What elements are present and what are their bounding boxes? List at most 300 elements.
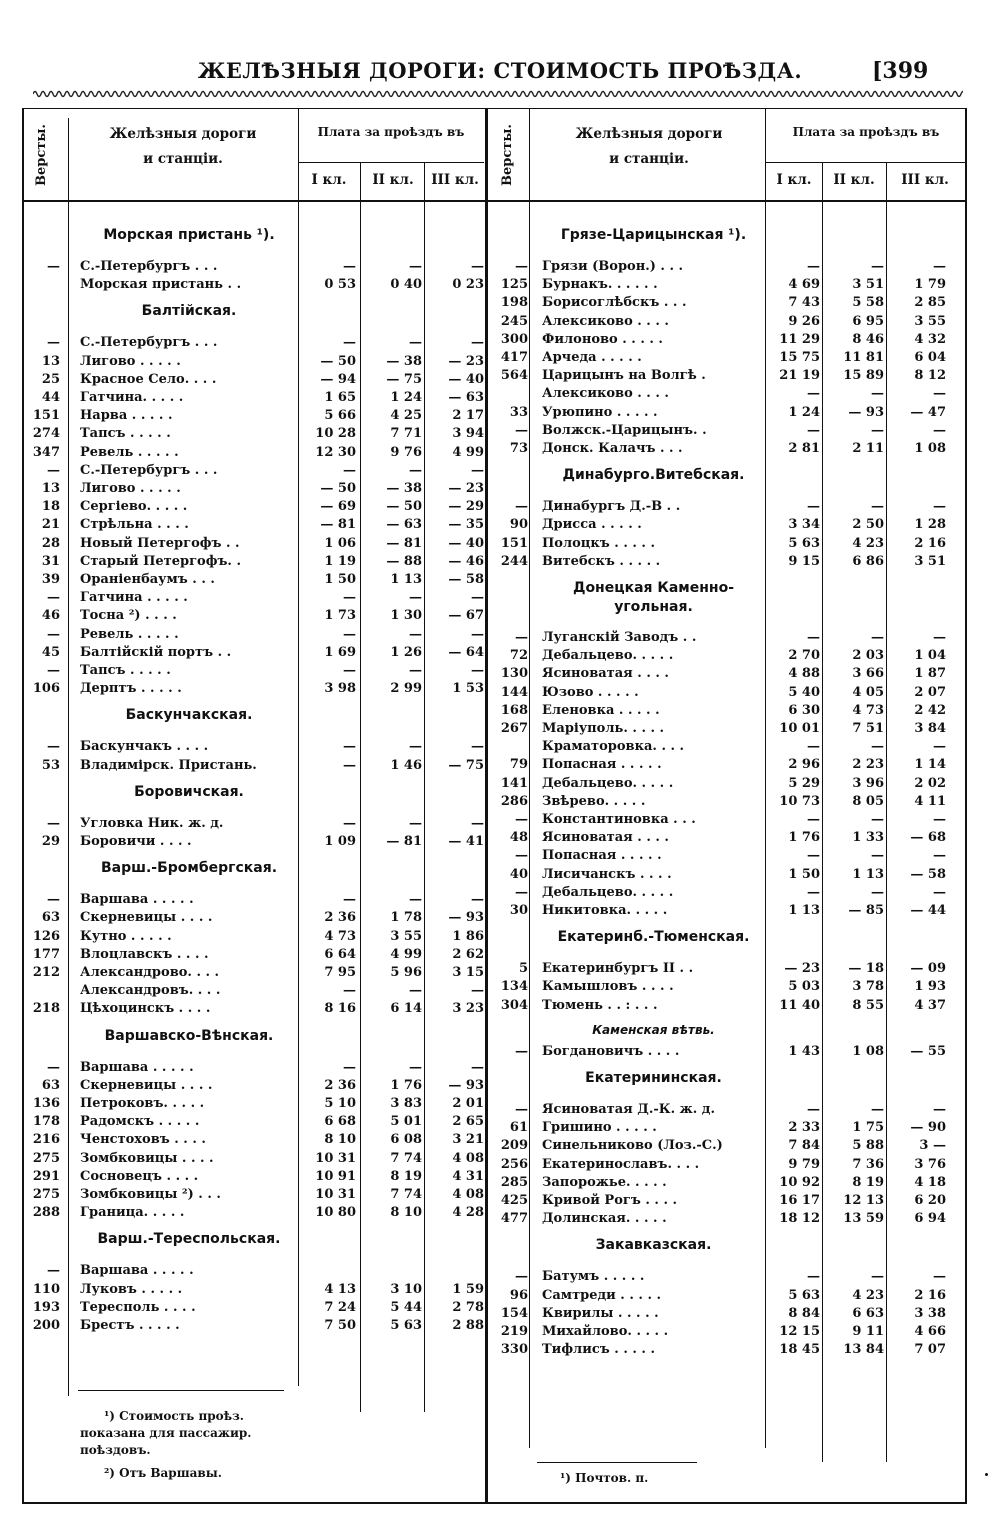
fare-class-1: — (343, 259, 356, 274)
distance-versts: 13 (41, 353, 60, 369)
fare-class-1: 1 24 (788, 404, 820, 420)
column-rule (765, 108, 766, 1448)
fare-class-1: — (807, 259, 820, 274)
class2-header-left: II кл. (372, 172, 414, 188)
table-row (0, 629, 1000, 647)
fare-class-2: — 81 (386, 834, 422, 849)
distance-versts: — (47, 626, 60, 642)
table-row (0, 480, 1000, 498)
station-name: С.-Петербургъ . . . (80, 259, 218, 274)
fare-class-2: — 85 (848, 903, 884, 918)
station-name: Морская пристань . . (80, 277, 242, 293)
distance-versts: 106 (32, 681, 60, 697)
station-name: Синельниково (Лоз.-С.) (542, 1138, 723, 1154)
fare-class-2: — 38 (386, 481, 422, 496)
fare-class-2: 1 78 (390, 910, 422, 926)
fare-class-3: 3 15 (452, 965, 484, 980)
station-name: Арчеда . . . . . (542, 350, 642, 365)
fare-class-1: 5 63 (788, 1287, 820, 1303)
fare-class-2: — 18 (848, 961, 884, 977)
fare-class-1: — (343, 1059, 356, 1075)
station-name: Кривой Рогъ . . . . (542, 1193, 678, 1208)
section-title: Екатерининская. (585, 1070, 722, 1086)
table-row (0, 422, 1000, 440)
fare-class-3: 4 32 (914, 331, 946, 347)
table-row (0, 928, 1000, 946)
distance-versts: 40 (509, 866, 528, 882)
distance-versts: — (515, 1102, 528, 1117)
railways-label-right: Желѣзныя дороги (575, 126, 723, 142)
distance-versts: 347 (32, 444, 60, 460)
station-name: Граница. . . . . (80, 1205, 185, 1221)
table-row (0, 1341, 1000, 1359)
table-row (0, 553, 1000, 571)
fare-header-rule (765, 162, 965, 163)
fare-class-1: 7 43 (788, 295, 820, 311)
fare-class-3: — 58 (448, 572, 484, 587)
stations-label: и станціи. (143, 151, 223, 167)
versts-header-right: Версты. (500, 124, 515, 186)
fare-class-3: 1 93 (914, 979, 946, 995)
fare-class-3: — 23 (448, 481, 484, 496)
station-name: Михайлово. . . . . (542, 1324, 669, 1339)
fare-class-2: 1 75 (852, 1120, 884, 1136)
station-name: Попасная . . . . . (542, 757, 662, 773)
fare-class-3: 3 51 (914, 553, 946, 569)
fare-class-1: — 50 (320, 481, 356, 496)
fare-class-1: 10 80 (315, 1205, 356, 1221)
fare-class-1: 5 10 (324, 1096, 356, 1111)
distance-versts: 168 (500, 702, 528, 718)
station-name: Зомбковицы ²) . . . (80, 1187, 221, 1202)
fare-class-1: 16 17 (779, 1193, 820, 1208)
footnote-left-line3: поѣздовъ. (80, 1443, 151, 1457)
fare-class-3: 3 94 (452, 426, 484, 442)
table-row (0, 1192, 1000, 1210)
footnote-left (80, 1408, 290, 1482)
fare-class-2: — (409, 335, 422, 351)
fare-class-2: 5 96 (390, 965, 422, 980)
distance-versts: — (515, 422, 528, 438)
fare-class-1: 3 34 (788, 517, 820, 533)
fare-class-3: — (933, 422, 946, 438)
fare-class-3: 2 62 (452, 946, 484, 962)
fare-class-2: — (409, 815, 422, 831)
fare-class-1: 1 43 (788, 1043, 820, 1059)
fare-class-1: 7 24 (324, 1299, 356, 1315)
distance-versts: 330 (500, 1342, 528, 1358)
page-title: ЖЕЛѢЗНЫЯ ДОРОГИ: СТОИМОСТЬ ПРОѢЗДА. (197, 58, 803, 83)
fare-class-1: — (807, 812, 820, 827)
station-name: Полоцкъ . . . . . (542, 535, 656, 551)
distance-versts: 29 (41, 834, 60, 849)
fare-class-2: 1 13 (390, 572, 422, 587)
station-name: Зомбковицы . . . . (80, 1150, 214, 1166)
distance-versts: 151 (500, 535, 528, 551)
section-title: Баскунчакская. (125, 707, 253, 724)
fare-class-3: 3 55 (914, 313, 946, 329)
distance-versts: 267 (500, 721, 528, 736)
distance-versts: 63 (41, 910, 60, 926)
distance-versts: — (47, 815, 60, 831)
distance-versts: — (47, 892, 60, 908)
fare-class-1: — (343, 757, 356, 773)
fare-class-3: 2 16 (914, 535, 946, 551)
fare-class-3: — (933, 1102, 946, 1117)
fare-class-1: 2 33 (788, 1120, 820, 1136)
distance-versts: 33 (509, 404, 528, 420)
fare-class-1: 1 65 (324, 390, 356, 405)
footnote-rule-right (537, 1462, 697, 1463)
railways-header-right (533, 126, 765, 168)
fare-class-2: 2 03 (852, 648, 884, 664)
station-name: Влоцлавскъ . . . . (80, 946, 209, 962)
fare-class-3: — 44 (910, 903, 946, 918)
distance-versts: 286 (500, 793, 528, 809)
fare-class-2: 7 71 (390, 426, 422, 442)
table-row (0, 1077, 1000, 1095)
fare-class-3: — 58 (910, 866, 946, 882)
fare-class-2: 4 99 (390, 946, 422, 962)
fare-class-3: 1 04 (914, 648, 946, 664)
fare-class-1: 5 40 (788, 684, 820, 700)
fare-class-3: — 09 (910, 961, 946, 977)
table-row (0, 866, 1000, 884)
distance-versts: 90 (509, 517, 528, 533)
fare-header-rule (298, 162, 484, 163)
station-name: Ченстоховъ . . . . (80, 1132, 206, 1148)
fare-class-3: 3 76 (914, 1156, 946, 1172)
fare-class-1: 1 76 (788, 830, 820, 846)
fare-class-3: — 64 (448, 644, 484, 660)
station-name: Тосна ²) . . . . (80, 608, 177, 624)
distance-versts: 130 (500, 666, 528, 682)
fare-class-1: 10 31 (315, 1187, 356, 1202)
fare-class-3: 2 78 (452, 1299, 484, 1315)
station-name: Лигово . . . . . (80, 481, 181, 496)
section-title: Екатеринб.-Тюменская. (557, 929, 750, 946)
station-name: Камышловъ . . . . (542, 979, 674, 995)
fare-class-1: 1 69 (324, 644, 356, 660)
fare-class-2: — (871, 386, 884, 402)
distance-versts: — (515, 630, 528, 645)
class1-header-right: I кл. (776, 172, 812, 188)
footnote-left-line2: показана для пассажир. (80, 1426, 252, 1440)
fare-class-3: 3 84 (914, 721, 946, 736)
fare-class-1: 11 40 (779, 997, 820, 1013)
distance-versts: 110 (32, 1281, 60, 1297)
stations-label-right: и станціи. (609, 151, 689, 167)
distance-versts: 96 (509, 1287, 528, 1303)
fare-class-2: 7 74 (390, 1150, 422, 1166)
table-row (0, 1137, 1000, 1155)
fare-class-2: 2 11 (852, 441, 884, 456)
fare-class-2: 9 11 (852, 1324, 884, 1339)
fare-class-1: 8 84 (788, 1305, 820, 1321)
table-row (0, 516, 1000, 534)
fare-class-3: 4 99 (452, 444, 484, 460)
distance-versts: 198 (500, 295, 528, 311)
station-name: Варшава . . . . . (80, 892, 194, 908)
distance-versts: 136 (32, 1096, 60, 1111)
fare-class-3: — 47 (910, 404, 946, 420)
station-name: Петроковъ. . . . . (80, 1096, 205, 1111)
fare-class-1: 6 30 (788, 702, 820, 718)
distance-versts: 216 (32, 1132, 60, 1148)
frame-bottom (22, 1502, 967, 1504)
distance-versts: 63 (41, 1077, 60, 1093)
fare-class-3: 4 31 (452, 1168, 484, 1184)
fare-class-2: 4 23 (852, 535, 884, 551)
distance-versts: 178 (32, 1114, 60, 1130)
section-title: Морская пристань ¹). (103, 227, 275, 243)
distance-versts: 275 (32, 1187, 60, 1202)
table-row (0, 960, 1000, 978)
fare-class-3: 1 87 (914, 666, 946, 682)
station-name: Ясиноватая Д.-К. ж. д. (542, 1102, 715, 1117)
fare-class-3: 6 04 (914, 350, 946, 365)
fare-class-1: 8 16 (324, 1001, 356, 1017)
station-name: Звѣрево. . . . . (542, 793, 646, 809)
distance-versts: 48 (509, 830, 528, 846)
table-row (0, 498, 1000, 516)
station-name: Гатчина . . . . . (80, 590, 188, 606)
fare-header-right: Плата за проѣздъ въ (792, 125, 940, 139)
distance-versts: 25 (41, 371, 60, 387)
station-name: Краматоровка. . . . (542, 739, 685, 755)
table-row (0, 720, 1000, 738)
fare-class-3: 4 28 (452, 1205, 484, 1221)
station-name: Брестъ . . . . . (80, 1318, 180, 1333)
distance-versts: 288 (32, 1205, 60, 1221)
fare-class-1: 7 50 (324, 1318, 356, 1333)
fare-class-2: 11 81 (843, 350, 884, 365)
station-name: Гришино . . . . . (542, 1120, 657, 1136)
column-rule (298, 108, 299, 1386)
station-name: Новый Петергофъ . . (80, 535, 240, 551)
distance-versts: — (515, 1043, 528, 1059)
station-name: Грязи (Ворон.) . . . (542, 259, 684, 274)
distance-versts: 44 (41, 390, 60, 405)
fare-class-3: 8 12 (914, 368, 946, 384)
fare-class-3: — 75 (448, 757, 484, 773)
fare-class-2: 6 95 (852, 313, 884, 329)
fare-class-3: — (471, 892, 484, 908)
table-row (0, 404, 1000, 422)
fare-class-1: — (807, 1269, 820, 1285)
fare-class-3: — (471, 259, 484, 274)
fare-class-1: 2 70 (788, 648, 820, 664)
fare-class-2: — 93 (848, 404, 884, 420)
fare-class-1: — 23 (784, 961, 820, 977)
section-heading (542, 1069, 765, 1088)
distance-versts: 209 (500, 1138, 528, 1154)
footnote-rule-left (78, 1390, 284, 1391)
table-row (0, 589, 1000, 607)
fare-class-2: 1 26 (390, 644, 422, 660)
fare-class-3: 4 66 (914, 1324, 946, 1339)
section-heading (542, 928, 765, 947)
table-row (0, 1323, 1000, 1341)
station-name: Лигово . . . . . (80, 353, 181, 369)
station-name: Баскунчакъ . . . . (80, 739, 209, 755)
station-name: Скерневицы . . . . (80, 910, 213, 926)
station-name: Донск. Калачъ . . . (542, 441, 683, 456)
column-rule (822, 162, 823, 1462)
fare-class-1: 1 50 (324, 572, 356, 587)
station-name: Угловка Ник. ж. д. (80, 815, 224, 831)
fare-class-2: — (409, 590, 422, 606)
fare-class-3: — (933, 1269, 946, 1285)
fare-class-1: 7 84 (788, 1138, 820, 1154)
section-title: Боровичская. (134, 783, 244, 800)
section-heading (542, 1236, 765, 1255)
station-name: Самтреди . . . . . (542, 1287, 662, 1303)
fare-class-1: — (343, 892, 356, 908)
fare-class-3: 4 08 (452, 1150, 484, 1166)
fare-class-2: — (871, 812, 884, 827)
table-row (0, 1043, 1000, 1061)
fare-class-3: 3 23 (452, 1001, 484, 1017)
fare-class-1: — 81 (320, 517, 356, 533)
fare-class-3: — (933, 848, 946, 864)
distance-versts: 125 (500, 277, 528, 293)
distance-versts: 31 (41, 553, 60, 569)
station-name: Александровъ. . . . (80, 983, 221, 999)
fare-class-1: 10 91 (315, 1168, 356, 1184)
fare-class-3: — (933, 630, 946, 645)
station-name: Ораніенбаумъ . . . (80, 572, 215, 587)
table-row (0, 684, 1000, 702)
fare-class-2: 7 74 (390, 1187, 422, 1202)
fare-class-2: 13 59 (843, 1211, 884, 1227)
distance-versts: — (47, 462, 60, 478)
class3-header-right: III кл. (901, 172, 949, 188)
distance-versts: 564 (500, 368, 528, 384)
fare-class-3: 4 18 (914, 1174, 946, 1190)
fare-class-3: — 67 (448, 608, 484, 624)
section-heading (542, 466, 765, 485)
section-title-line2: угольная. (614, 599, 693, 615)
distance-versts: — (47, 259, 60, 274)
table-row (0, 367, 1000, 385)
section-title: Варш.-Тереспольская. (97, 1231, 281, 1248)
station-name: Кутно . . . . . (80, 928, 172, 944)
fare-class-2: — (871, 739, 884, 755)
station-name: Дерптъ . . . . . (80, 681, 182, 697)
fare-class-1: 1 09 (324, 834, 356, 849)
railways-header-left (72, 126, 294, 168)
station-name: Александрово. . . . (80, 965, 220, 980)
fare-class-3: — (933, 499, 946, 515)
fare-class-1: 11 29 (779, 331, 820, 347)
fare-class-3: — 93 (448, 910, 484, 926)
distance-versts: 30 (509, 903, 528, 918)
column-rule (424, 162, 425, 1412)
fare-class-2: — (871, 1269, 884, 1285)
distance-versts: 28 (41, 535, 60, 551)
fare-class-2: 1 08 (852, 1043, 884, 1059)
fare-class-1: 7 95 (324, 965, 356, 980)
fare-class-2: — (871, 848, 884, 864)
table-row (0, 462, 1000, 480)
fare-class-2: — (409, 1059, 422, 1075)
fare-class-2: 6 63 (852, 1305, 884, 1321)
fare-class-3: 2 65 (452, 1114, 484, 1130)
fare-class-2: 6 08 (390, 1132, 422, 1148)
fare-class-1: 18 45 (779, 1342, 820, 1358)
table-row (0, 702, 1000, 720)
distance-versts: 177 (32, 946, 60, 962)
station-name: Сергіево. . . . . (80, 499, 188, 515)
fare-class-2: — 63 (386, 517, 422, 533)
fare-class-3: 2 01 (452, 1096, 484, 1111)
subsection-heading: Каменская вѣтвь. (592, 1022, 715, 1037)
station-name: Тифлисъ . . . . . (542, 1342, 655, 1358)
fare-class-3: — (471, 590, 484, 606)
table-row (0, 1101, 1000, 1119)
fare-class-3: — (933, 812, 946, 827)
fare-class-3: 2 88 (452, 1318, 484, 1333)
distance-versts: — (47, 739, 60, 755)
page-number: [399 (872, 58, 929, 84)
station-name: Екатеринославъ. . . . (542, 1156, 700, 1172)
station-name: Варшава . . . . . (80, 1263, 194, 1279)
fare-class-1: 0 53 (324, 277, 356, 293)
station-name: Стрѣльна . . . . (80, 517, 189, 533)
fare-class-2: 8 19 (390, 1168, 422, 1184)
table-row (0, 313, 1000, 331)
station-name: Варшава . . . . . (80, 1059, 194, 1075)
distance-versts: — (515, 848, 528, 864)
section-title: Варш.-Бромбергская. (100, 860, 278, 877)
fare-class-1: — (343, 739, 356, 755)
fare-class-2: 5 88 (852, 1138, 884, 1154)
fare-class-3: 1 28 (914, 517, 946, 533)
distance-versts: 300 (500, 331, 528, 347)
fare-class-3: 4 08 (452, 1187, 484, 1202)
distance-versts: 21 (41, 517, 60, 533)
distance-versts: 218 (32, 1001, 60, 1017)
station-name: Владимірск. Пристань. (80, 757, 257, 773)
fare-class-2: 12 13 (843, 1193, 884, 1208)
fare-class-3: — (471, 462, 484, 478)
section-title: Донецкая Каменно- (572, 580, 735, 596)
distance-versts: 18 (41, 499, 60, 515)
fare-class-2: — (409, 259, 422, 274)
fare-class-1: 12 30 (315, 444, 356, 460)
distance-versts: 256 (500, 1156, 528, 1172)
station-name: С.-Петербургъ . . . (80, 462, 218, 478)
distance-versts: 46 (41, 608, 60, 624)
fare-class-1: 2 81 (788, 441, 820, 456)
table-row (0, 571, 1000, 589)
fare-class-2: 5 58 (852, 295, 884, 311)
footnote-right: ¹) Почтов. п. (560, 1471, 649, 1485)
station-name: Маріуполь. . . . . (542, 721, 665, 736)
distance-versts: 61 (509, 1120, 528, 1136)
table-row (0, 978, 1000, 996)
section-heading (542, 226, 765, 245)
table-row (0, 258, 1000, 276)
fare-class-3: 1 08 (914, 441, 946, 456)
distance-versts: — (515, 884, 528, 900)
fare-class-2: — (871, 422, 884, 438)
fare-class-2: — (871, 630, 884, 645)
fare-class-2: — (871, 259, 884, 274)
fare-class-3: 1 86 (452, 928, 484, 944)
fare-class-3: 2 02 (914, 775, 946, 791)
